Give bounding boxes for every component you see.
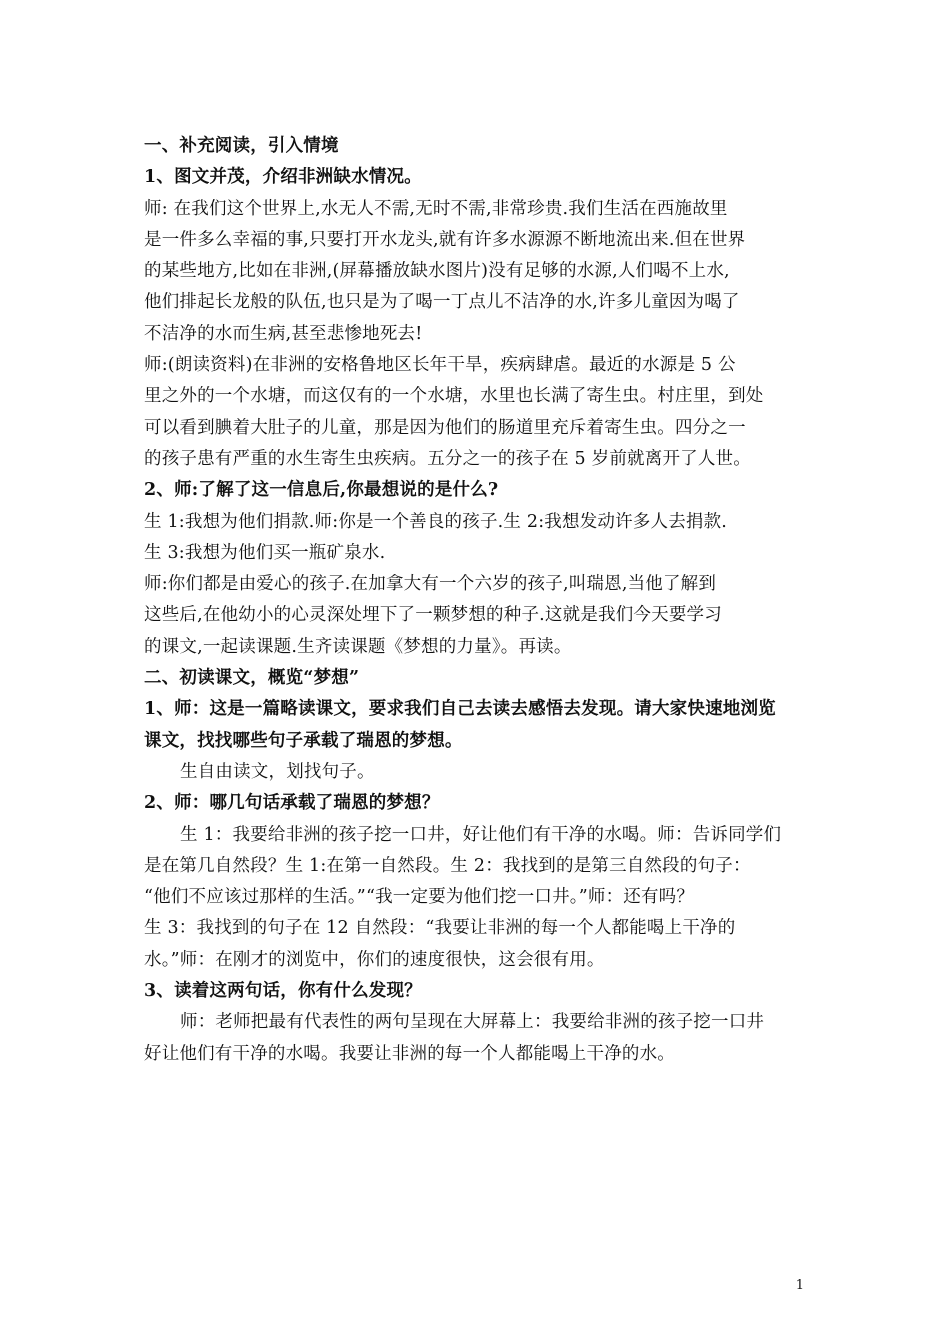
heading-line: 2、师：哪几句话承载了瑞恩的梦想？ [144,793,440,814]
heading-line: 二、初读课文，概览“梦想” [144,668,360,689]
text-line: 的课文,一起读课题.生齐读课题《梦想的力量》。再读。 [144,636,572,657]
text-line: 生 3：我找到的句子在 12 自然段：“我要让非洲的每一个人都能喝上干净的 [144,918,736,939]
text-line: 生自由读文，划找句子。 [180,761,375,782]
text-line: 师: 在我们这个世界上,水无人不需,无时不需,非常珍贵.我们生活在西施故里 [144,198,728,219]
text-line: 里之外的一个水塘，而这仅有的一个水塘，水里也长满了寄生虫。村庄里，到处 [144,386,764,407]
heading-line: 课文，找找哪些句子承载了瑞恩的梦想。 [144,730,463,751]
text-line: 好让他们有干净的水喝。我要让非洲的每一个人都能喝上干净的水。 [144,1043,675,1064]
page-number: 1 [795,1278,804,1293]
text-line: 生 1：我要给非洲的孩子挖一口井，好让他们有干净的水喝。师：告诉同学们 [180,824,782,845]
heading-line: 1、师：这是一篇略读课文，要求我们自己去读去感悟去发现。请大家快速地浏览 [144,699,776,720]
text-line: 生 1:我想为他们捐款.师:你是一个善良的孩子.生 2:我想发动许多人去捐款. [144,511,728,532]
text-line: 师：老师把最有代表性的两句呈现在大屏幕上：我要给非洲的孩子挖一口井 [180,1012,765,1033]
text-line: 师:你们都是由爱心的孩子.在加拿大有一个六岁的孩子,叫瑞恩,当他了解到 [144,574,717,595]
text-line: 不洁净的水而生病,甚至悲惨地死去! [144,323,423,344]
heading-line: 2、师:了解了这一信息后,你最想说的是什么? [144,480,499,501]
text-line: 师:(朗读资料)在非洲的安格鲁地区长年干旱，疾病肆虐。最近的水源是 5 公 [144,355,736,376]
text-line: 的某些地方,比如在非洲,(屏幕播放缺水图片)没有足够的水源,人们喝不上水, [144,261,730,282]
text-line: 水。”师：在刚才的浏览中，你们的速度很快，这会很有用。 [144,949,605,970]
text-line: 的孩子患有严重的水生寄生虫疾病。五分之一的孩子在 5 岁前就离开了人世。 [144,448,751,469]
text-line: 可以看到腆着大肚子的儿童，那是因为他们的肠道里充斥着寄生虫。四分之一 [144,417,746,438]
text-line: 是在第几自然段？生 1:在第一自然段。生 2：我找到的是第三自然段的句子： [144,855,751,876]
heading-line: 1、图文并茂，介绍非洲缺水情况。 [144,167,422,188]
text-line: 这些后,在他幼小的心灵深处埋下了一颗梦想的种子.这就是我们今天要学习 [144,605,722,626]
text-line: 是一件多么幸福的事,只要打开水龙头,就有许多水源源不断地流出来.但在世界 [144,229,746,250]
heading-line: 3、读着这两句话，你有什么发现？ [144,981,422,1002]
heading-line: 一、补充阅读，引入情境 [144,136,339,156]
text-line: “他们不应该过那样的生活。”“我一定要为他们挖一口井。”师：还有吗？ [144,887,695,908]
text-line: 他们排起长龙般的队伍,也只是为了喝一丁点儿不洁净的水,许多儿童因为喝了 [144,292,740,313]
text-line: 生 3:我想为他们买一瓶矿泉水. [144,542,386,563]
document-body [144,131,812,1070]
